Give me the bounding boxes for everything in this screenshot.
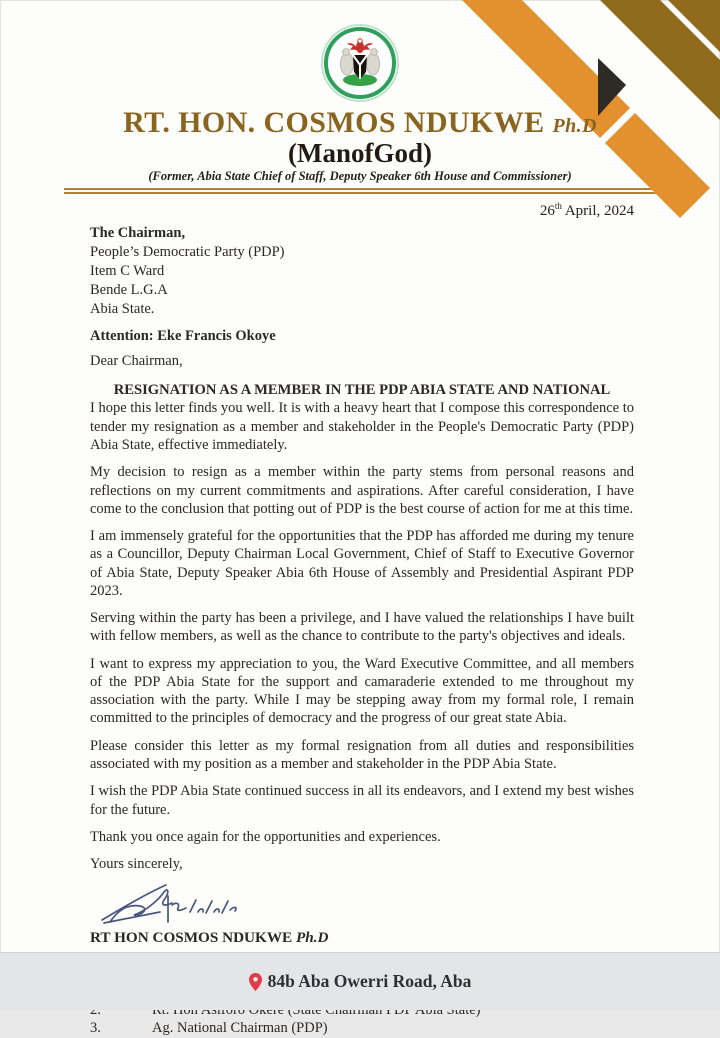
paragraph: I hope this letter finds you well. It is with a heavy heart that I compose this correspondence to tender my resignation as a member and stakeholder in the People's Democratic Party (PDP) Abia State, effective immediately. — [90, 400, 635, 453]
handwritten-signature — [98, 882, 268, 926]
subject-line: RESIGNATION AS A MEMBER IN THE PDP ABIA STATE AND NATIONAL — [113, 382, 611, 399]
letterhead-tagline: (Former, Abia State Chief of Staff, Deputy Speaker 6th House and Commissioner) — [148, 169, 572, 184]
paragraph: I want to express my appreciation to you, the Ward Executive Committee, and all members of the PDP Abia State for the support and camaraderie extended to me throughout my association with the party. While I may be stepping away from my formal role, I remain committed to the principles of democracy and the progress of our great state Abia. — [90, 655, 634, 727]
paragraph: I am immensely grateful for the opportunities that the PDP has afforded me during my tenure as a Councillor, Deputy Chairman Local Government, Chief of Staff to Executive Governor of Abia State, Deputy Speaker Abia 6th House of Assembly and Presidential Aspirant PDP 2023. — [90, 528, 634, 599]
cc-item — [90, 1019, 634, 1038]
letterhead-alias: (ManofGod) — [288, 138, 432, 168]
letter-body — [0, 220, 720, 1038]
footer-address: 84b Aba Owerri Road, Aba — [267, 971, 472, 991]
cc-item-text: Ag. National Chairman (PDP) — [152, 1020, 328, 1037]
letterhead-name-suffix: Ph.D — [552, 115, 597, 137]
recipient-line: Abia State. — [90, 300, 155, 317]
signer-name — [90, 928, 634, 947]
valediction: Yours sincerely, — [90, 856, 183, 873]
date-day: 26 — [539, 203, 555, 220]
salutation: Dear Chairman, — [90, 352, 183, 369]
date-rest: April, 2024 — [561, 203, 634, 220]
signer-name-suffix: Ph.D — [295, 929, 329, 947]
footer-address-bar — [0, 952, 720, 1010]
attention-line: Attention: Eke Francis Okoye — [90, 327, 276, 344]
signer-name-text: RT HON COSMOS NDUKWE — [90, 929, 293, 947]
paragraph: Serving within the party has been a privilege, and I have valued the relationships I have built with fellow members, as well as the chance to contribute to the party's objectives and ideals. — [90, 610, 634, 645]
letterhead-name — [0, 106, 720, 139]
letterhead — [0, 0, 720, 184]
paragraph: Please consider this letter as my formal resignation from all duties and responsibilities associated with my position as a member and stakeholder in the PDP Abia State. — [90, 737, 634, 772]
paragraph: I wish the PDP Abia State continued success in all its endeavors, and I extend my best wishes for the future. — [90, 783, 634, 818]
paragraph: My decision to resign as a member within the party stems from personal reasons and reflections on my current commitments and aspirations. After careful consideration, I have come to the conclusion that potting out of PDP is the best course of action for me at this time. — [90, 464, 634, 517]
date-ordinal: th — [554, 201, 562, 212]
paragraph: Thank you once again for the opportunities and experiences. — [90, 828, 441, 845]
recipient-block — [90, 224, 634, 318]
coat-of-arms-logo — [0, 22, 720, 106]
letterhead-name-text: RT. HON. COSMOS NDUKWE — [123, 106, 545, 139]
location-pin-icon — [249, 973, 262, 991]
recipient-line: People’s Democratic Party (PDP) — [90, 244, 285, 261]
recipient-title: The Chairman, — [90, 225, 186, 242]
cc-item-number: 3. — [90, 1020, 101, 1037]
recipient-line: Item C Ward — [90, 263, 165, 280]
recipient-line: Bende L.G.A — [90, 281, 168, 298]
